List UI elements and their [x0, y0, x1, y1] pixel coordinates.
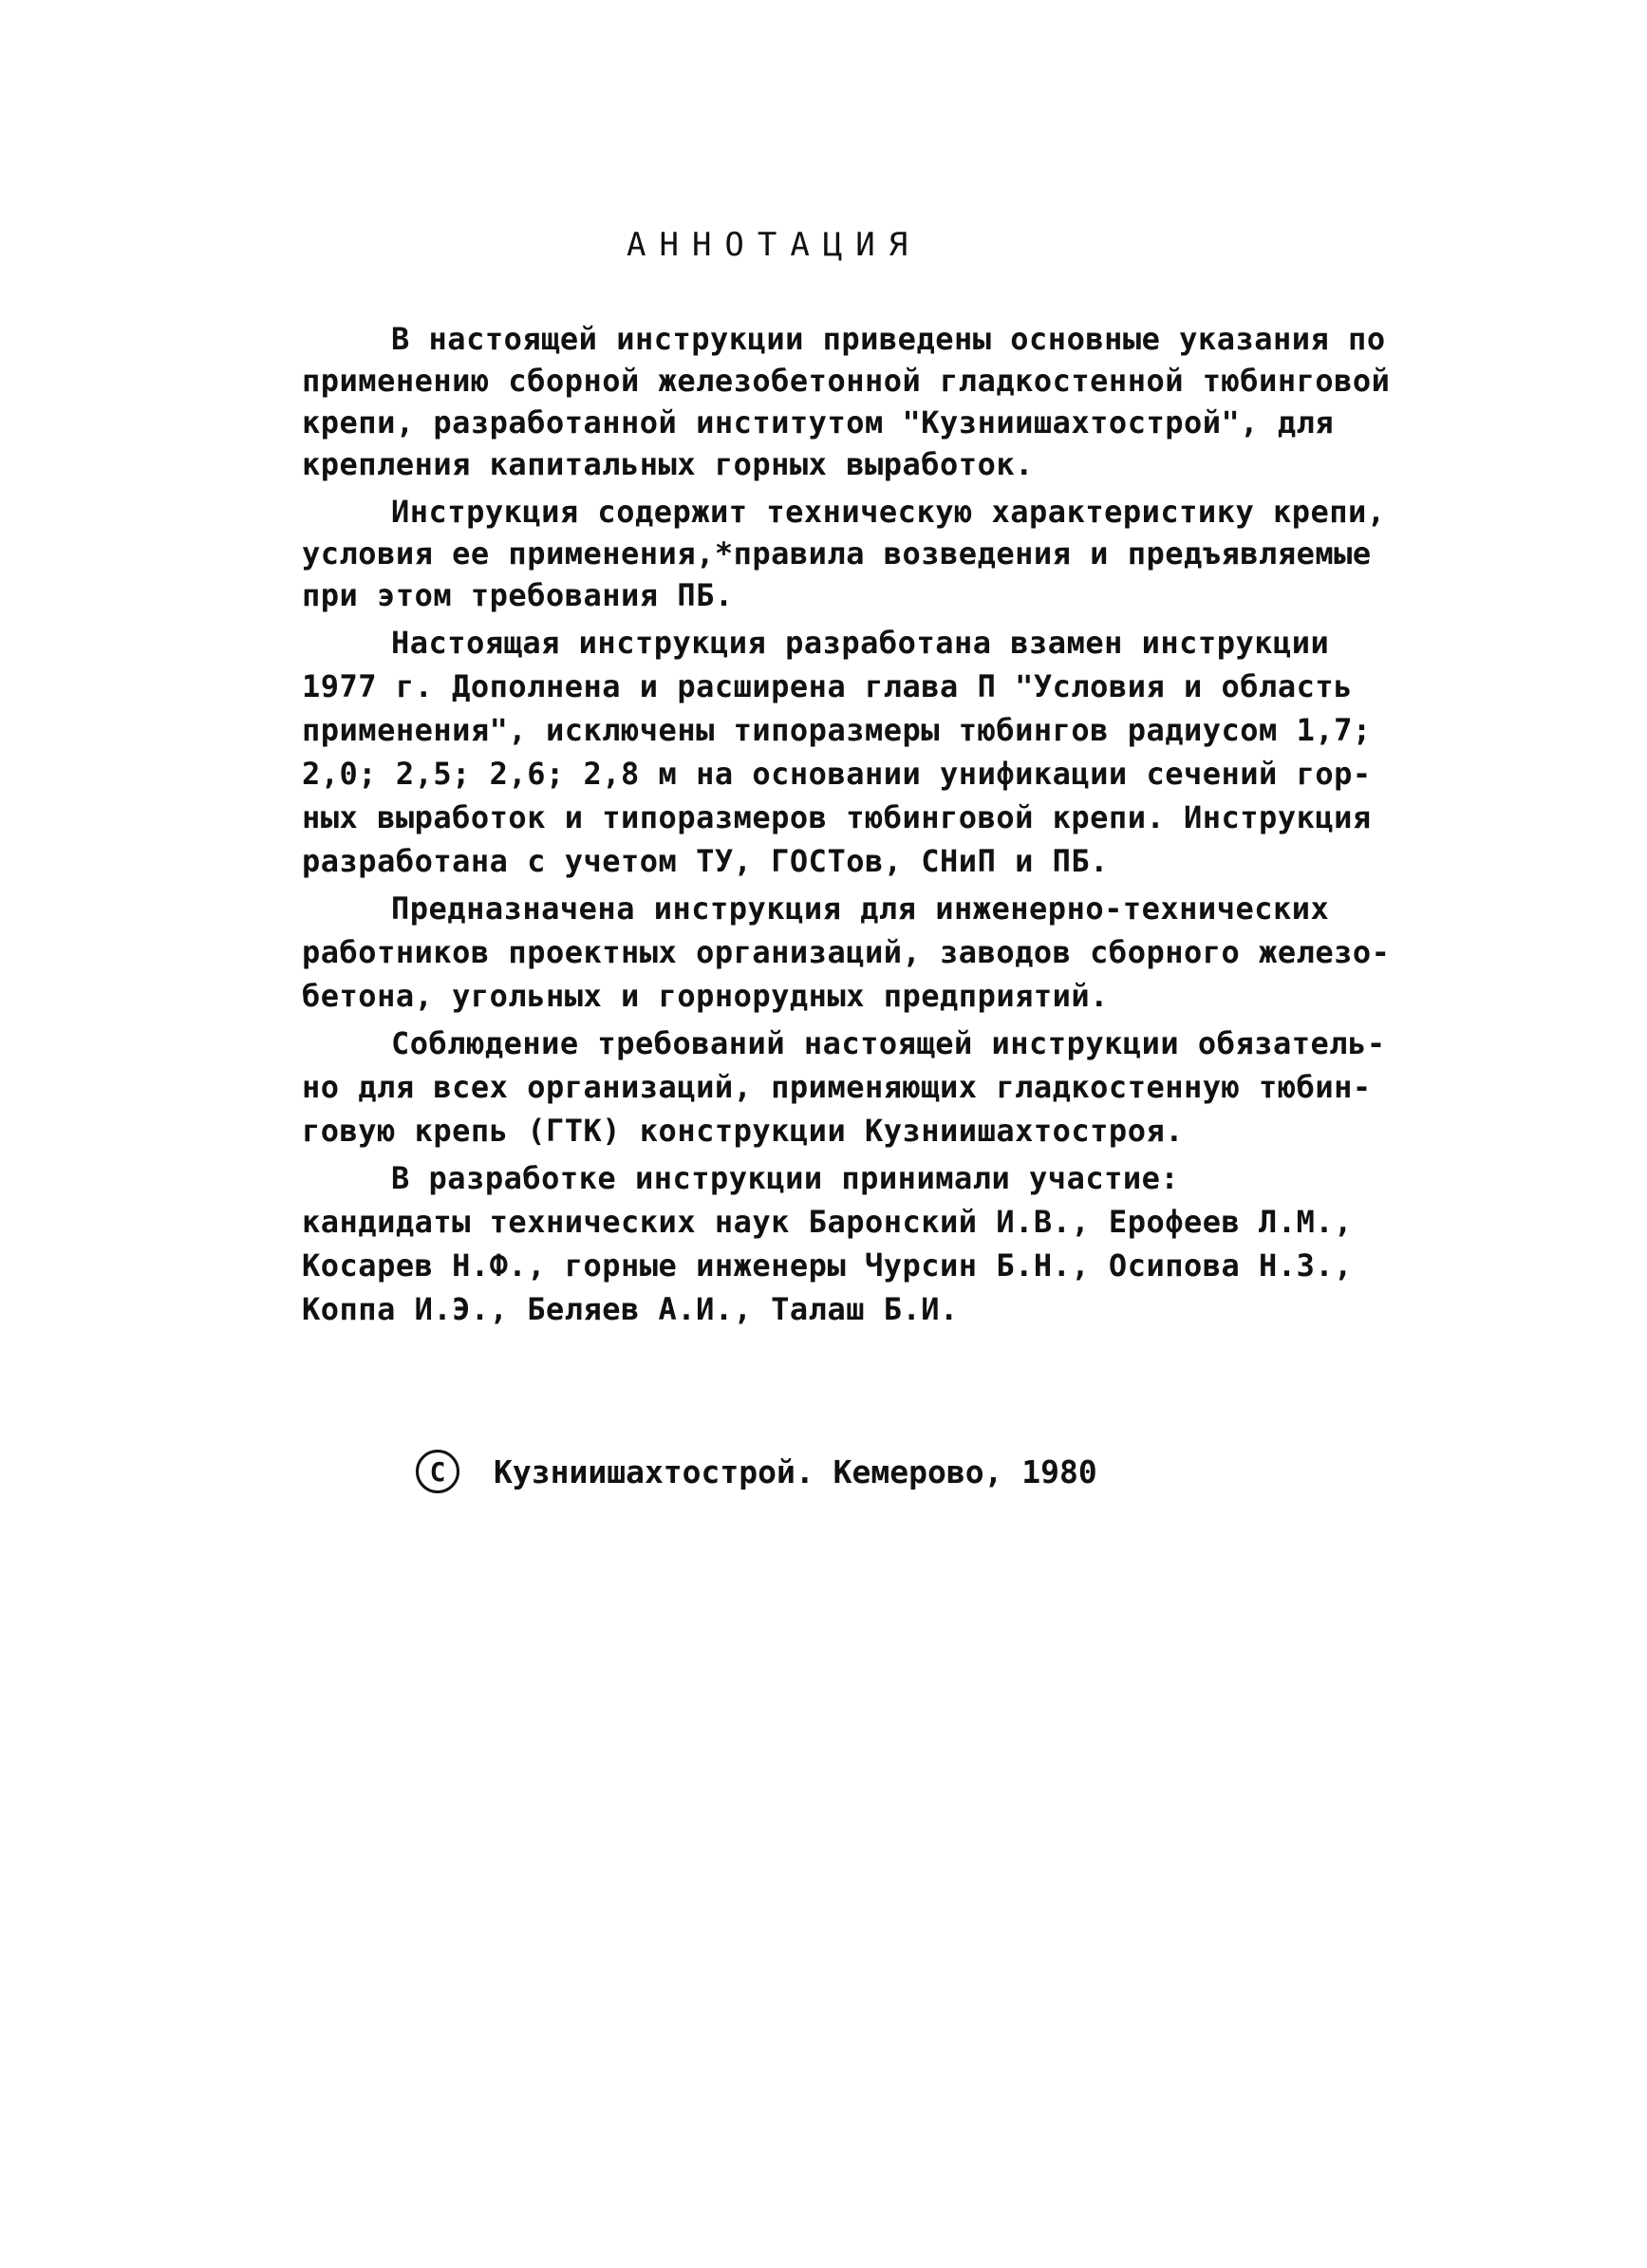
paragraph-line: Косарев Н.Ф., горные инженеры Чурсин Б.Н., Осипова Н.З., [302, 1247, 1353, 1284]
paragraph-line: 1977 г. Дополнена и расширена глава П "Условия и область [302, 668, 1353, 704]
paragraph-line: говую крепь (ГТК) конструкции Кузниишахтостроя. [302, 1113, 1184, 1149]
paragraph-line: но для всех организаций, применяющих гладкостенную тюбин- [302, 1069, 1372, 1105]
annotation-heading: АННОТАЦИЯ [627, 226, 922, 264]
copyright-icon: С [416, 1450, 459, 1493]
paragraph-line: разработана с учетом ТУ, ГОСТов, СНиП и ПБ. [302, 843, 1109, 879]
paragraph-line: Инструкция содержит техническую характеристику крепи, [391, 494, 1386, 530]
copyright-line [416, 1450, 1097, 1493]
paragraph-line: Предназначена инструкция для инженерно-технических [391, 890, 1330, 927]
paragraph-line: Соблюдение требований настоящей инструкции обязатель- [391, 1025, 1386, 1061]
paragraph-line: применения", исключены типоразмеры тюбингов радиусом 1,7; [302, 712, 1372, 748]
paragraph-line: крепления капитальных горных выработок. [302, 446, 1034, 482]
paragraph-line: работников проектных организаций, заводов сборного железо- [302, 934, 1391, 970]
paragraph-line: 2,0; 2,5; 2,6; 2,8 м на основании унификации сечений гор- [302, 756, 1372, 792]
copyright-text: Кузниишахтострой. Кемерово, 1980 [494, 1453, 1097, 1490]
paragraph-line: условия ее применения,*правила возведения и предъявляемые [302, 535, 1372, 572]
paragraph-line: крепи, разработанной институтом "Кузниишахтострой", для [302, 404, 1335, 440]
paragraph-line: В разработке инструкции принимали участие: [391, 1160, 1180, 1196]
paragraph-line: Коппа И.Э., Беляев А.И., Талаш Б.И. [302, 1291, 959, 1327]
paragraph-line: применению сборной железобетонной гладкостенной тюбинговой [302, 363, 1391, 399]
paragraph-line: В настоящей инструкции приведены основные указания по [391, 321, 1386, 357]
paragraph-line: бетона, угольных и горнорудных предприятий. [302, 978, 1109, 1014]
paragraph-line: при этом требования ПБ. [302, 577, 734, 613]
paragraph-line: Настоящая инструкция разработана взамен инструкции [391, 625, 1330, 661]
paragraph-line: кандидаты технических наук Баронский И.В., Ерофеев Л.М., [302, 1204, 1353, 1240]
paragraph-line: ных выработок и типоразмеров тюбинговой крепи. Инструкция [302, 799, 1372, 835]
